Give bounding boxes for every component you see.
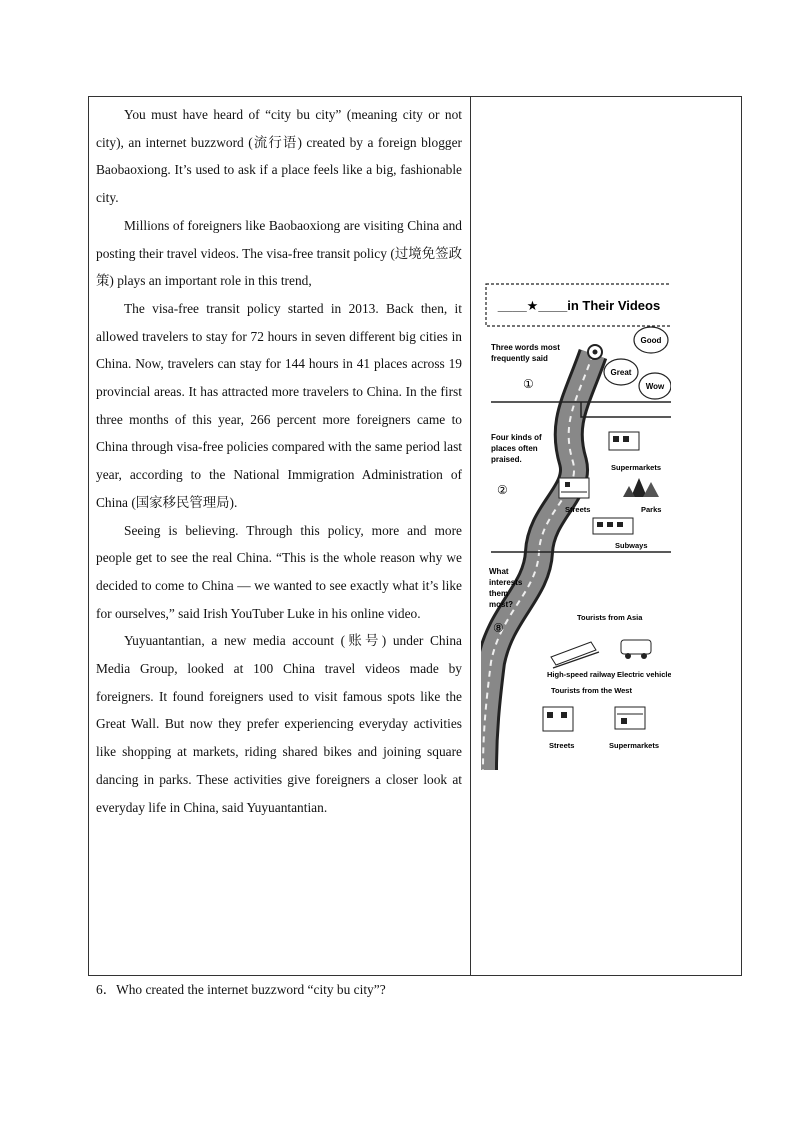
- asia-label: Tourists from Asia: [577, 613, 643, 622]
- infographic-drawing: [481, 282, 671, 772]
- section1-number: ①: [523, 377, 534, 391]
- section1-label-line2: frequently said: [491, 354, 548, 363]
- section2-label-line1: Four kinds of: [491, 433, 542, 442]
- west-label: Tourists from the West: [551, 686, 632, 695]
- section3-label-line1: What: [489, 567, 509, 576]
- section3-number: ⑧: [493, 621, 504, 635]
- section3-label-line2: interests: [489, 578, 523, 587]
- streets-icon: [559, 478, 589, 498]
- svg-text:Good: Good: [640, 336, 662, 345]
- paragraph-2: Millions of foreigners like Baobaoxiong are visiting China and posting their travel videos. The visa-free transit policy (过境免签政策) plays an important role in this trend,: [96, 217, 462, 289]
- place-parks: Parks: [641, 505, 662, 514]
- west-item-supermarkets: Supermarkets: [609, 741, 660, 750]
- passage-text: [96, 101, 462, 821]
- section2-label-line2: places often: [491, 444, 538, 453]
- infographic-title: ____★____in Their Videos: [497, 298, 661, 313]
- west-item-streets: Streets: [549, 741, 575, 750]
- west-streets-icon: [543, 707, 573, 731]
- section2-label-line3: praised.: [491, 455, 522, 464]
- subways-icon: [593, 518, 633, 534]
- high-speed-railway-icon: [551, 642, 599, 668]
- passage-table: [88, 96, 742, 976]
- supermarket-icon: [609, 432, 639, 450]
- question-6: 6．Who created the internet buzzword “city bu city”?: [96, 982, 386, 997]
- parks-icon: [623, 478, 659, 497]
- section2-number: ②: [497, 483, 508, 497]
- paragraph-4: Seeing is believing. Through this policy, more and more people get to see the real China. “This is the whole reason why we decided to come to China — we wanted to see exactly what it’s like for ourselves,” said Irish YouTuber Luke in his online video.: [96, 522, 462, 621]
- paragraph-1: You must have heard of “city bu city” (meaning city or not city), an internet buzzword (流行语) created by a foreign blogger Baobaoxiong. It’s used to ask if a place feels like a big, fashionable city.: [96, 107, 462, 206]
- svg-text:Great: Great: [610, 368, 632, 377]
- infographic: [481, 282, 671, 772]
- west-supermarket-icon: [615, 707, 645, 729]
- place-streets: Streets: [565, 505, 591, 514]
- svg-text:Wow: Wow: [645, 382, 665, 391]
- map-pin-icon: [588, 345, 602, 359]
- section1-label-line1: Three words most: [491, 343, 560, 352]
- speech-bubble-great: [604, 359, 638, 385]
- place-subways: Subways: [615, 541, 648, 550]
- paragraph-3: The visa-free transit policy started in 2013. Back then, it allowed travelers to stay for 72 hours in seven different big cities in China. Now, travelers can stay for 144 hours in 41 places across 19 provincial areas. It has attracted more travelers to China. In the first three months of this year, 266 percent more foreigners came to China through visa-free policies compared with the same period last year, according to the National Immigration Administration of China (国家移民管理局).: [96, 300, 462, 510]
- speech-bubble-wow: [639, 373, 671, 399]
- panel-frame-1: [491, 402, 671, 417]
- paragraph-5: Yuyuantantian, a new media account (账号) under China Media Group, looked at 100 China travel videos made by foreigners. It found foreigners used to visit famous spots like the Great Wall. But now they prefer experiencing everyday activities like shopping at markets, riding shared bikes and joining square dancing in parks. These activities give foreigners a closer look at everyday life in China, said Yuyuantantian.: [96, 633, 462, 815]
- asia-item-railway: High-speed railway: [547, 670, 616, 679]
- asia-item-ev: Electric vehicles: [617, 670, 671, 679]
- section3-label-line3: them: [489, 589, 509, 598]
- electric-vehicle-icon: [621, 640, 651, 659]
- speech-bubble-good: [634, 327, 668, 353]
- section3-label-line4: most?: [489, 600, 513, 609]
- table-divider: [470, 97, 471, 975]
- place-supermarkets: Supermarkets: [611, 463, 662, 472]
